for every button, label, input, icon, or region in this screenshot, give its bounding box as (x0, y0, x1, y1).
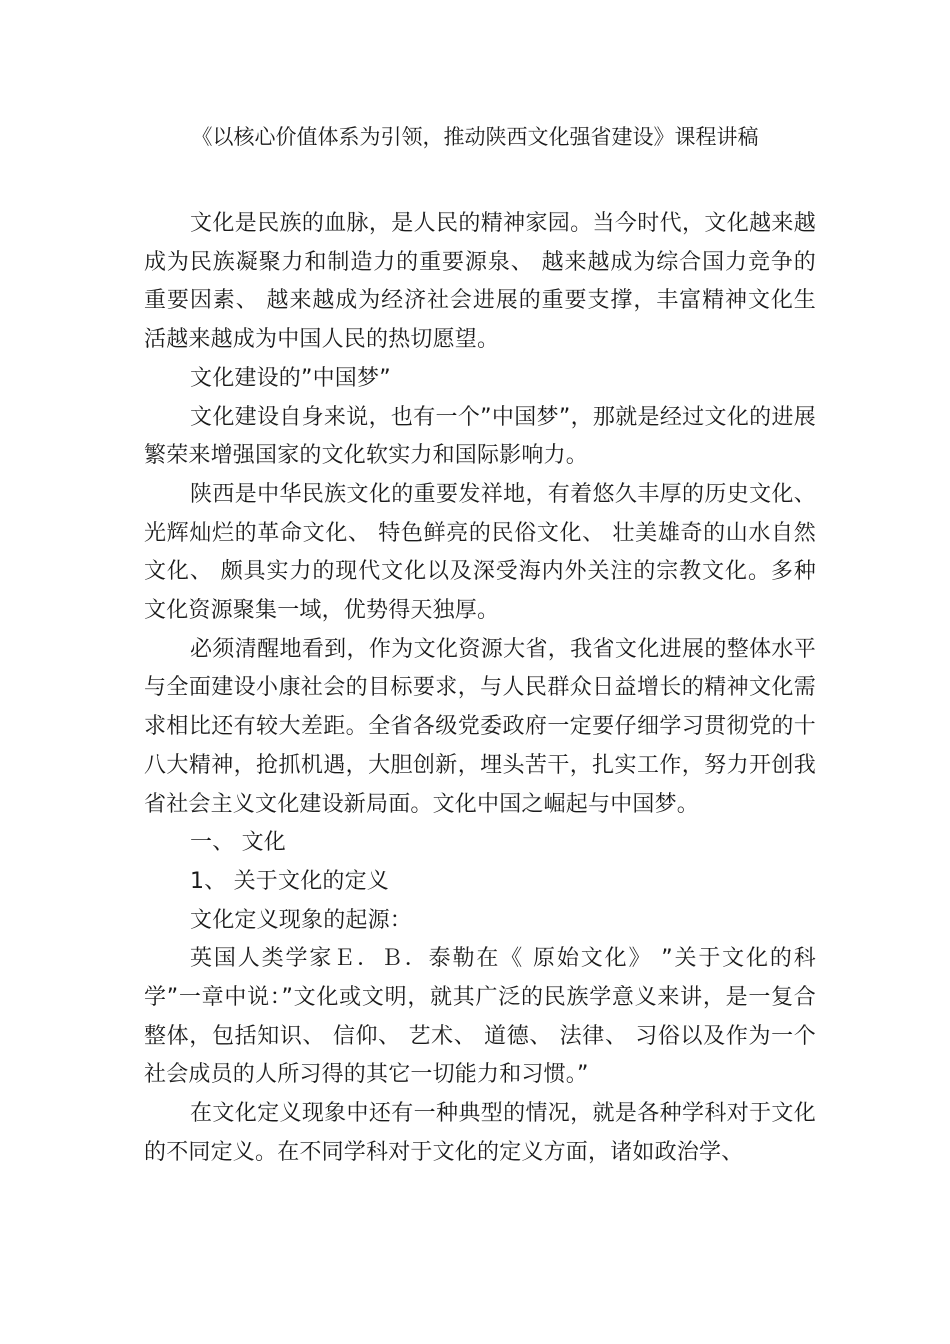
heading-culture-china-dream: 文化建设的”中国梦” (190, 365, 391, 391)
heading-section-one: 一、 文化 (190, 830, 286, 856)
paragraph-shaanxi-culture: 陕西是中华民族文化的重要发祥地，有着悠久丰厚的历史文化、 光辉灿烂的革命文化、 特色鲜亮的民俗文化、 壮美雄奇的山水自然文化、 颇具实力的现代文化以及深受海内外关注的宗教文化。多种文化资源聚集一域，优势得天独厚。 (144, 481, 816, 624)
paragraph-discipline-definitions: 在文化定义现象中还有一种典型的情况，就是各种学科对于文化的不同定义。在不同学科对于文化的定义方面，诸如政治学、 (144, 1101, 816, 1165)
paragraph-gap-and-tasks: 必须清醒地看到，作为文化资源大省，我省文化进展的整体水平与全面建设小康社会的目标要求，与人民群众日益增长的精神文化需求相比还有较大差距。全省各级党委政府一定要仔细学习贯彻党的十八大精神，抢抓机遇，大胆创新，埋头苦干，扎实工作，努力开创我省社会主义文化建设新局面。文化中国之崛起与中国梦。 (144, 636, 816, 817)
heading-definition-origin: 文化定义现象的起源： (190, 907, 413, 933)
heading-definition: 1、 关于文化的定义 (190, 868, 389, 894)
paragraph-culture-intro: 文化是民族的血脉，是人民的精神家园。当今时代，文化越来越成为民族凝聚力和制造力的重要源泉、 越来越成为综合国力竞争的重要因素、 越来越成为经济社会进展的重要支撑，丰富精神文化生活越来越成为中国人民的热切愿望。 (144, 211, 816, 353)
paragraph-china-dream: 文化建设自身来说，也有一个”中国梦”，那就是经过文化的进展繁荣来增强国家的文化软实力和国际影响力。 (144, 404, 816, 469)
paragraph-tylor-definition: 英国人类学家Ｅ．Ｂ．泰勒在《 原始文化》 ”关于文化的科学”一章中说：”文化或文明，就其广泛的民族学意义来讲，是一复合整体，包括知识、 信仰、 艺术、 道德、 法律、 习俗以及作为一个社会成员的人所习得的其它一切能力和习惯。” (144, 946, 816, 1088)
document-body (144, 205, 816, 1173)
document-title: 《以核心价值体系为引领，推动陕西文化强省建设》课程讲稿 (191, 125, 759, 149)
